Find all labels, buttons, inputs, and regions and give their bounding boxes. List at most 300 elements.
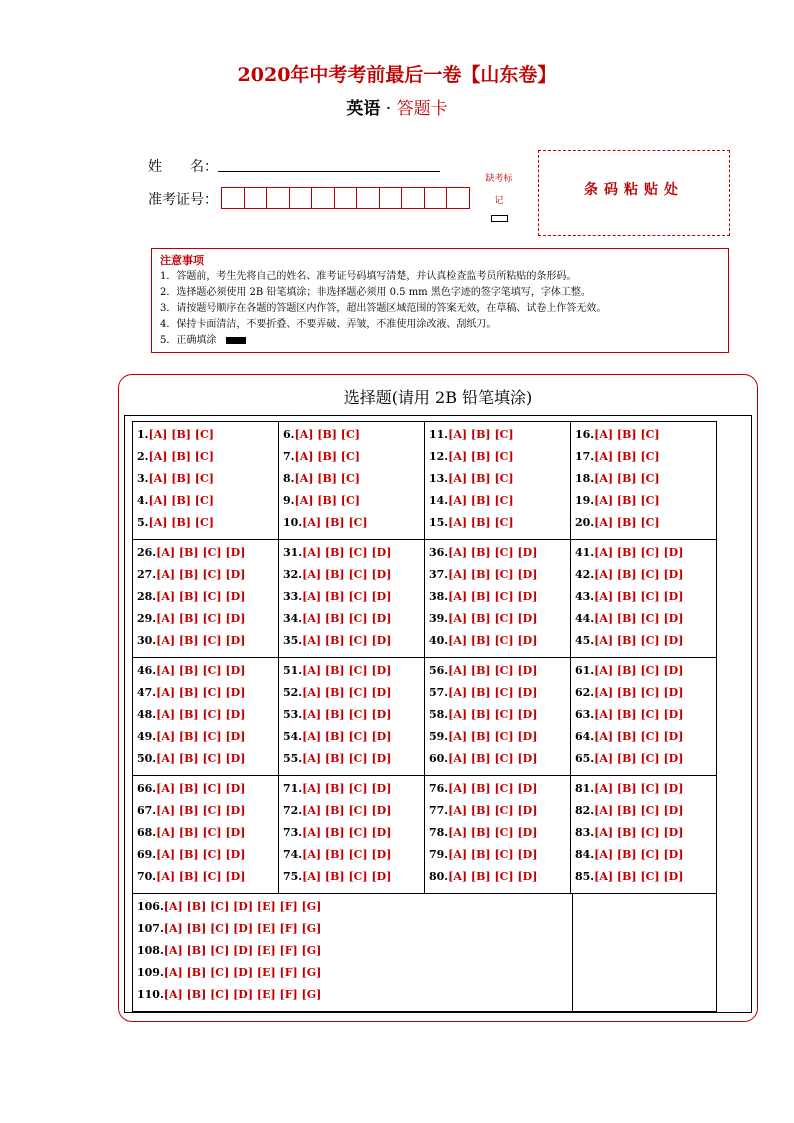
answer-options[interactable]: [A] [B] [C] — [302, 516, 368, 529]
answer-options[interactable]: [A] [B] [C] [D] — [156, 730, 246, 743]
question-row[interactable] — [429, 704, 570, 726]
question-row[interactable] — [283, 630, 424, 652]
question-number: 35. — [283, 634, 303, 647]
answer-options[interactable]: [A] [B] [C] — [448, 494, 514, 507]
answer-options[interactable]: [A] [B] [C] [D] — [302, 590, 392, 603]
id-digit-box[interactable] — [401, 187, 425, 209]
question-column — [425, 776, 571, 893]
answer-options[interactable]: [A] [B] [C] [D] — [302, 870, 392, 883]
question-number: 36. — [429, 546, 449, 559]
question-row[interactable] — [137, 778, 278, 800]
question-number: 80. — [429, 870, 449, 883]
question-column — [573, 894, 716, 1011]
answer-options[interactable]: [A] [B] [C] [D] — [448, 590, 538, 603]
question-number: 18. — [575, 472, 595, 485]
question-row[interactable] — [283, 424, 424, 446]
answer-options[interactable]: [A] [B] [C] [D] [E] [F] [G] — [163, 966, 322, 979]
question-row[interactable] — [575, 778, 714, 800]
question-row[interactable] — [429, 630, 570, 652]
question-number: 78. — [429, 826, 449, 839]
question-number: 110. — [137, 988, 164, 1001]
absent-mark-label: 缺考标记 — [485, 174, 513, 206]
question-row[interactable] — [283, 468, 424, 490]
question-row[interactable] — [137, 630, 278, 652]
question-row[interactable] — [137, 512, 278, 534]
question-number: 51. — [283, 664, 303, 677]
question-row[interactable] — [575, 564, 714, 586]
id-number-boxes[interactable] — [222, 187, 470, 209]
answer-options[interactable]: [A] [B] [C] — [448, 450, 514, 463]
question-number: 60. — [429, 752, 449, 765]
question-row[interactable] — [429, 726, 570, 748]
question-number: 58. — [429, 708, 449, 721]
answer-options[interactable]: [A] [B] [C] [D] — [594, 612, 684, 625]
answer-options[interactable]: [A] [B] [C] — [294, 472, 360, 485]
question-number: 40. — [429, 634, 449, 647]
question-row[interactable] — [137, 984, 572, 1006]
question-row[interactable] — [575, 704, 714, 726]
question-number: 64. — [575, 730, 595, 743]
notice-item: 1．答题前，考生先将自己的姓名、准考证号码填写清楚，并认真检查监考员所粘贴的条形码。 — [160, 271, 577, 282]
question-number: 16. — [575, 428, 595, 441]
absent-mark-box[interactable] — [491, 215, 508, 222]
question-number: 69. — [137, 848, 157, 861]
question-row[interactable] — [137, 962, 572, 984]
barcode-area — [538, 150, 730, 236]
question-number: 28. — [137, 590, 157, 603]
question-row[interactable] — [575, 682, 714, 704]
id-digit-box[interactable] — [446, 187, 470, 209]
id-digit-box[interactable] — [266, 187, 290, 209]
question-number: 30. — [137, 634, 157, 647]
question-row[interactable] — [283, 844, 424, 866]
question-number: 42. — [575, 568, 595, 581]
question-number: 107. — [137, 922, 164, 935]
answer-options[interactable]: [A] [B] [C] [D] — [302, 804, 392, 817]
question-row[interactable] — [429, 844, 570, 866]
question-row[interactable] — [429, 490, 570, 512]
answer-options[interactable]: [A] [B] [C] [D] — [448, 752, 538, 765]
question-number: 79. — [429, 848, 449, 861]
answer-options[interactable]: [A] [B] [C] [D] — [448, 612, 538, 625]
question-row[interactable] — [283, 660, 424, 682]
question-column — [571, 658, 714, 775]
question-row[interactable] — [137, 542, 278, 564]
card-label: 答题卡 — [396, 99, 448, 119]
question-number: 44. — [575, 612, 595, 625]
question-row[interactable] — [429, 512, 570, 534]
question-number: 2. — [137, 450, 149, 463]
question-number: 48. — [137, 708, 157, 721]
answer-options[interactable]: [A] [B] [C] [D] — [156, 870, 246, 883]
answer-options[interactable]: [A] [B] [C] [D] — [302, 752, 392, 765]
answer-options[interactable]: [A] [B] [C] — [594, 450, 660, 463]
answer-options[interactable]: [A] [B] [C] — [594, 516, 660, 529]
question-number: 15. — [429, 516, 449, 529]
question-column — [279, 776, 425, 893]
question-column — [279, 540, 425, 657]
question-row[interactable] — [429, 822, 570, 844]
question-number: 17. — [575, 450, 595, 463]
question-row[interactable] — [575, 866, 714, 888]
question-row[interactable] — [429, 468, 570, 490]
question-row[interactable] — [575, 468, 714, 490]
question-number: 84. — [575, 848, 595, 861]
answer-grid — [132, 421, 717, 1012]
question-number: 83. — [575, 826, 595, 839]
question-number: 66. — [137, 782, 157, 795]
question-row[interactable] — [283, 682, 424, 704]
answer-options[interactable]: [A] [B] [C] [D] — [594, 590, 684, 603]
question-row[interactable] — [137, 800, 278, 822]
answer-options[interactable]: [A] [B] [C] [D] — [302, 708, 392, 721]
filled-sample-mark — [226, 337, 246, 344]
question-row[interactable] — [137, 940, 572, 962]
question-number: 106. — [137, 900, 164, 913]
question-number: 63. — [575, 708, 595, 721]
question-row[interactable] — [137, 660, 278, 682]
question-row[interactable] — [575, 512, 714, 534]
question-number: 41. — [575, 546, 595, 559]
question-number: 70. — [137, 870, 157, 883]
question-band — [133, 540, 716, 658]
question-column — [571, 776, 714, 893]
question-number: 43. — [575, 590, 595, 603]
question-column — [133, 658, 279, 775]
question-row[interactable] — [429, 682, 570, 704]
answer-options[interactable]: [A] [B] [C] — [148, 494, 214, 507]
answer-options[interactable]: [A] [B] [C] [D] — [302, 568, 392, 581]
id-label: 准考证号： — [148, 192, 218, 208]
question-number: 14. — [429, 494, 449, 507]
question-number: 26. — [137, 546, 157, 559]
question-number: 46. — [137, 664, 157, 677]
question-number: 45. — [575, 634, 595, 647]
answer-options[interactable]: [A] [B] [C] [D] — [448, 826, 538, 839]
answer-options[interactable]: [A] [B] [C] — [448, 516, 514, 529]
question-band — [133, 776, 716, 894]
answer-options[interactable]: [A] [B] [C] — [148, 428, 214, 441]
question-row[interactable] — [283, 490, 424, 512]
answer-options[interactable]: [A] [B] [C] — [294, 494, 360, 507]
question-number: 7. — [283, 450, 295, 463]
answer-options[interactable]: [A] [B] [C] [D] — [156, 752, 246, 765]
name-label: 姓 名： — [148, 159, 218, 175]
question-row[interactable] — [575, 660, 714, 682]
question-row[interactable] — [429, 608, 570, 630]
answer-options[interactable]: [A] [B] [C] [D] — [302, 848, 392, 861]
question-band — [133, 422, 716, 540]
notice-item: 3．请按题号顺序在各题的答题区内作答，超出答题区域范围的答案无效，在草稿、试卷上作答无效。 — [160, 303, 607, 314]
answer-options[interactable]: [A] [B] [C] [D] [E] [F] [G] — [163, 944, 322, 957]
answer-options[interactable]: [A] [B] [C] [D] — [448, 546, 538, 559]
answer-options[interactable]: [A] [B] [C] [D] — [156, 782, 246, 795]
answer-options[interactable]: [A] [B] [C] [D] — [448, 730, 538, 743]
question-column — [571, 422, 714, 539]
question-number: 3. — [137, 472, 149, 485]
answer-options[interactable]: [A] [B] [C] [D] — [302, 612, 392, 625]
question-number: 32. — [283, 568, 303, 581]
id-digit-box[interactable] — [244, 187, 268, 209]
answer-options[interactable]: [A] [B] [C] [D] — [594, 546, 684, 559]
question-number: 82. — [575, 804, 595, 817]
question-number: 67. — [137, 804, 157, 817]
question-row[interactable] — [429, 866, 570, 888]
id-digit-box[interactable] — [356, 187, 380, 209]
question-row[interactable] — [137, 748, 278, 770]
answer-options[interactable]: [A] [B] [C] [D] — [448, 634, 538, 647]
question-number: 72. — [283, 804, 303, 817]
question-row[interactable] — [575, 424, 714, 446]
answer-options[interactable]: [A] [B] [C] [D] — [302, 546, 392, 559]
question-number: 29. — [137, 612, 157, 625]
answer-options[interactable]: [A] [B] [C] — [448, 472, 514, 485]
answer-options[interactable]: [A] [B] [C] [D] — [448, 804, 538, 817]
id-digit-box[interactable] — [289, 187, 313, 209]
question-column — [279, 658, 425, 775]
question-row[interactable] — [429, 778, 570, 800]
answer-options[interactable]: [A] [B] [C] [D] — [156, 686, 246, 699]
question-column — [133, 894, 573, 1011]
answer-options[interactable]: [A] [B] [C] [D] — [594, 634, 684, 647]
question-number: 57. — [429, 686, 449, 699]
question-row[interactable] — [283, 512, 424, 534]
question-row[interactable] — [575, 586, 714, 608]
question-number: 38. — [429, 590, 449, 603]
question-row[interactable] — [283, 866, 424, 888]
question-row[interactable] — [575, 446, 714, 468]
question-row[interactable] — [283, 704, 424, 726]
notice-item: 2．选择题必须使用 2B 铅笔填涂；非选择题必须用 0.5 mm 黑色字迹的签字笔填写，字体工整。 — [160, 287, 591, 298]
notice-item: 5．正确填涂 — [160, 335, 217, 346]
question-number: 31. — [283, 546, 303, 559]
question-row[interactable] — [137, 726, 278, 748]
answer-options[interactable]: [A] [B] [C] [D] — [594, 848, 684, 861]
question-row[interactable] — [283, 800, 424, 822]
answer-options[interactable]: [A] [B] [C] — [594, 428, 660, 441]
question-row[interactable] — [137, 918, 572, 940]
question-number: 62. — [575, 686, 595, 699]
answer-options[interactable]: [A] [B] [C] [D] — [594, 752, 684, 765]
answer-options[interactable]: [A] [B] [C] [D] — [448, 848, 538, 861]
question-row[interactable] — [429, 424, 570, 446]
question-number: 76. — [429, 782, 449, 795]
question-number: 73. — [283, 826, 303, 839]
question-number: 37. — [429, 568, 449, 581]
answer-options[interactable]: [A] [B] [C] [D] — [156, 612, 246, 625]
question-column — [425, 540, 571, 657]
page-subtitle — [0, 94, 794, 119]
question-number: 108. — [137, 944, 164, 957]
answer-options[interactable]: [A] [B] [C] [D] — [594, 804, 684, 817]
question-number: 1. — [137, 428, 149, 441]
question-number: 65. — [575, 752, 595, 765]
question-row[interactable] — [429, 660, 570, 682]
answer-options[interactable]: [A] [B] [C] [D] — [156, 848, 246, 861]
answer-options[interactable]: [A] [B] [C] — [448, 428, 514, 441]
question-row[interactable] — [137, 468, 278, 490]
question-row[interactable] — [429, 564, 570, 586]
question-number: 71. — [283, 782, 303, 795]
question-row[interactable] — [137, 822, 278, 844]
question-row[interactable] — [137, 704, 278, 726]
answer-options[interactable]: [A] [B] [C] — [294, 450, 360, 463]
answer-options[interactable]: [A] [B] [C] [D] — [594, 686, 684, 699]
question-row[interactable] — [283, 608, 424, 630]
answer-options[interactable]: [A] [B] [C] [D] — [594, 782, 684, 795]
question-number: 50. — [137, 752, 157, 765]
answer-options[interactable]: [A] [B] [C] [D] — [448, 664, 538, 677]
answer-options[interactable]: [A] [B] [C] [D] — [156, 568, 246, 581]
question-row[interactable] — [283, 822, 424, 844]
question-number: 4. — [137, 494, 149, 507]
question-row[interactable] — [575, 800, 714, 822]
answer-options[interactable]: [A] [B] [C] [D] — [156, 546, 246, 559]
answer-options[interactable]: [A] [B] [C] [D] — [302, 826, 392, 839]
answer-options[interactable]: [A] [B] [C] [D] — [156, 804, 246, 817]
question-column — [571, 540, 714, 657]
answer-options[interactable]: [A] [B] [C] [D] — [594, 708, 684, 721]
question-number: 6. — [283, 428, 295, 441]
question-row[interactable] — [575, 490, 714, 512]
question-row[interactable] — [575, 608, 714, 630]
question-band — [133, 658, 716, 776]
question-row[interactable] — [283, 748, 424, 770]
question-number: 13. — [429, 472, 449, 485]
answer-options[interactable]: [A] [B] [C] [D] [E] [F] [G] — [163, 988, 322, 1001]
answer-options[interactable]: [A] [B] [C] [D] — [156, 708, 246, 721]
question-row[interactable] — [137, 608, 278, 630]
answer-options[interactable]: [A] [B] [C] — [594, 472, 660, 485]
question-number: 10. — [283, 516, 303, 529]
question-row[interactable] — [283, 778, 424, 800]
question-column — [133, 776, 279, 893]
answer-options[interactable]: [A] [B] [C] [D] — [448, 870, 538, 883]
question-number: 12. — [429, 450, 449, 463]
question-row[interactable] — [575, 822, 714, 844]
question-row[interactable] — [283, 564, 424, 586]
question-row[interactable] — [429, 748, 570, 770]
question-row[interactable] — [429, 586, 570, 608]
question-row[interactable] — [575, 844, 714, 866]
answer-options[interactable]: [A] [B] [C] — [148, 472, 214, 485]
question-row[interactable] — [137, 866, 278, 888]
answer-options[interactable]: [A] [B] [C] [D] — [594, 568, 684, 581]
notice-title: 注意事项 — [160, 254, 204, 267]
question-row[interactable] — [429, 542, 570, 564]
question-number: 109. — [137, 966, 164, 979]
question-number: 56. — [429, 664, 449, 677]
question-row[interactable] — [429, 446, 570, 468]
question-row[interactable] — [137, 424, 278, 446]
question-row[interactable] — [137, 446, 278, 468]
question-number: 54. — [283, 730, 303, 743]
answer-options[interactable]: [A] [B] [C] [D] — [156, 664, 246, 677]
question-number: 52. — [283, 686, 303, 699]
question-row[interactable] — [137, 490, 278, 512]
question-row[interactable] — [575, 748, 714, 770]
question-row[interactable] — [429, 800, 570, 822]
answer-options[interactable]: [A] [B] [C] [D] [E] [F] [G] — [163, 900, 322, 913]
answer-options[interactable]: [A] [B] [C] — [294, 428, 360, 441]
question-column — [425, 422, 571, 539]
subject-label: 英语 — [346, 99, 381, 119]
id-digit-box[interactable] — [311, 187, 335, 209]
question-number: 47. — [137, 686, 157, 699]
answer-options[interactable]: [A] [B] [C] [D] — [156, 826, 246, 839]
answer-options[interactable]: [A] [B] [C] [D] — [448, 708, 538, 721]
question-number: 53. — [283, 708, 303, 721]
question-row[interactable] — [283, 586, 424, 608]
question-row[interactable] — [137, 564, 278, 586]
id-digit-box[interactable] — [221, 187, 245, 209]
notice-box — [151, 248, 729, 353]
question-row[interactable] — [137, 896, 572, 918]
question-number: 20. — [575, 516, 595, 529]
barcode-label: 条码粘贴处 — [584, 182, 684, 198]
question-band — [133, 894, 716, 1011]
question-number: 9. — [283, 494, 295, 507]
question-number: 34. — [283, 612, 303, 625]
answer-options[interactable]: [A] [B] [C] — [148, 450, 214, 463]
question-number: 81. — [575, 782, 595, 795]
answer-options[interactable]: [A] [B] [C] — [594, 494, 660, 507]
id-digit-box[interactable] — [379, 187, 403, 209]
answer-options[interactable]: [A] [B] [C] [D] — [302, 730, 392, 743]
question-row[interactable] — [137, 682, 278, 704]
answer-options[interactable]: [A] [B] [C] [D] — [594, 826, 684, 839]
answer-area — [124, 415, 752, 1013]
question-row[interactable] — [575, 542, 714, 564]
answer-options[interactable]: [A] [B] [C] [D] — [156, 590, 246, 603]
question-number: 11. — [429, 428, 449, 441]
answer-options[interactable]: [A] [B] [C] [D] — [156, 634, 246, 647]
answer-options[interactable]: [A] [B] [C] [D] — [302, 634, 392, 647]
question-row[interactable] — [283, 446, 424, 468]
question-row[interactable] — [137, 586, 278, 608]
question-row[interactable] — [283, 542, 424, 564]
notice-item: 4．保持卡面清洁，不要折叠、不要弄破、弄皱，不准使用涂改液、刮纸刀。 — [160, 319, 497, 330]
question-row[interactable] — [137, 844, 278, 866]
answer-options[interactable]: [A] [B] [C] [D] — [594, 870, 684, 883]
question-number: 5. — [137, 516, 149, 529]
answer-options[interactable]: [A] [B] [C] [D] — [448, 568, 538, 581]
question-row[interactable] — [575, 726, 714, 748]
answer-options[interactable]: [A] [B] [C] — [148, 516, 214, 529]
question-number: 49. — [137, 730, 157, 743]
answer-options[interactable]: [A] [B] [C] [D] — [302, 664, 392, 677]
answer-options[interactable]: [A] [B] [C] [D] — [302, 686, 392, 699]
question-number: 8. — [283, 472, 295, 485]
section-title: 选择题(请用 2B 铅笔填涂) — [343, 388, 533, 407]
question-row[interactable] — [283, 726, 424, 748]
question-number: 55. — [283, 752, 303, 765]
question-number: 75. — [283, 870, 303, 883]
answer-options[interactable]: [A] [B] [C] [D] — [302, 782, 392, 795]
question-row[interactable] — [575, 630, 714, 652]
answer-options[interactable]: [A] [B] [C] [D] — [594, 664, 684, 677]
answer-options[interactable]: [A] [B] [C] [D] [E] [F] [G] — [163, 922, 322, 935]
answer-options[interactable]: [A] [B] [C] [D] — [448, 686, 538, 699]
name-field[interactable] — [218, 171, 440, 172]
question-number: 33. — [283, 590, 303, 603]
answer-options[interactable]: [A] [B] [C] [D] — [448, 782, 538, 795]
answer-options[interactable]: [A] [B] [C] [D] — [594, 730, 684, 743]
multiple-choice-section — [118, 374, 758, 1022]
id-digit-box[interactable] — [424, 187, 448, 209]
notice-item-fill-example — [160, 333, 720, 349]
id-digit-box[interactable] — [334, 187, 358, 209]
